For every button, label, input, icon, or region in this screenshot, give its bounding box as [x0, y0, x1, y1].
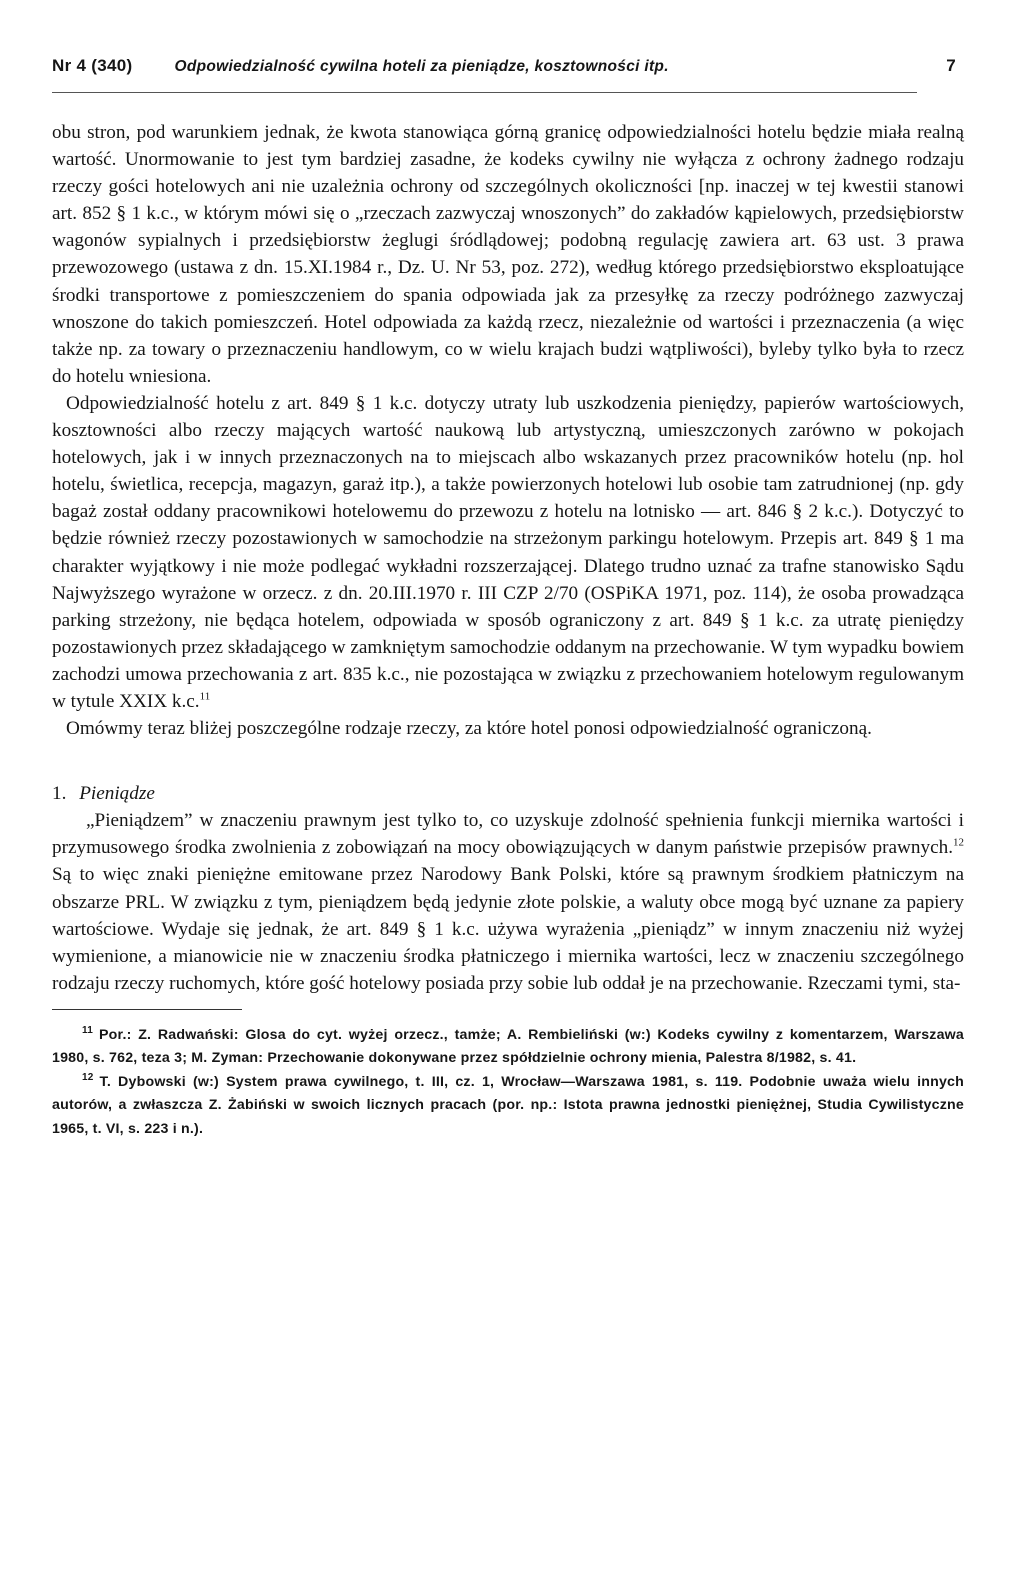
footnote-text: T. Dybowski (w:) System prawa cywilnego, t. III, cz. 1, Wrocław—Warszawa 1981, s. 119. Podobnie uważa wielu innych autorów, a zwłaszcza Z. Żabiński w swoich licznych pracach (por. np.: Istota prawna jednostki pieniężnej, Studia Cywilistyczne 1965, t. VI, s. 223 i n.). [52, 1073, 964, 1137]
section-heading [52, 780, 964, 807]
footnotes [52, 1024, 964, 1141]
section-title: Pieniądze [79, 783, 155, 805]
issue-number: Nr 4 (340) [52, 56, 133, 75]
page [52, 56, 964, 1141]
paragraph-2-text: Odpowiedzialność hotelu z art. 849 § 1 k.c. dotyczy utraty lub uszkodzenia pieniędzy, papierów wartościowych, kosztowności albo rzeczy mających wartość naukową lub artystyczną, umieszczonych zarówno w pokojach hotelowych, jak i w innych przeznaczonych na to miejscach albo wskazanych przez pracowników hotelu (np. hol hotelu, świetlica, recepcja, magazyn, garaż itp.), a także powierzonych hotelowi lub osobie tam zatrudnionej (np. gdy bagaż został oddany pracownikowi hotelowemu do przewozu z hotelu na lotnisko — art. 846 § 2 k.c.). Dotyczyć to będzie również rzeczy pozostawionych w samochodzie na strzeżonym parkingu hotelowym. Przepis art. 849 § 1 ma charakter wyjątkowy i nie może podlegać wykładni rozszerzającej. Dlatego trudno uznać za trafne stanowisko Sądu Najwyższego wyrażone w orzecz. z dn. 20.III.1970 r. III CZP 2/70 (OSPiKA 1971, poz. 114), że osoba prowadząca parking strzeżony, nie będąca hotelem, odpowiada w sposób ograniczony z art. 849 § 1 k.c. za utratę pieniędzy pozostawionych przez składającego w zamkniętym samochodzie oddanym na przechowanie. W tym wypadku bowiem zachodzi umowa przechowania z art. 835 k.c., nie pozostająca w związku z przechowaniem hotelowym regulowanym w tytule XXIX k.c. [52, 392, 965, 712]
footnote-ref-11: 11 [199, 690, 211, 703]
paragraph-2 [52, 390, 964, 715]
main-text [52, 119, 964, 997]
running-title: Odpowiedzialność cywilna hoteli za pieniądze, kosztowności itp. [174, 58, 669, 75]
footnote-mark: 11 [82, 1025, 93, 1037]
footnote-mark: 12 [82, 1071, 94, 1083]
page-number: 7 [946, 56, 956, 75]
section-number: 1. [52, 783, 67, 805]
section-paragraph [52, 807, 964, 997]
paragraph-1: obu stron, pod warunkiem jednak, że kwota stanowiąca górną granicę odpowiedzialności hotelu będzie miała realną wartość. Unormowanie to jest tym bardziej zasadne, że kodeks cywilny nie wyłącza z ochrony żadnego rodzaju rzeczy gości hotelowych ani nie uzależnia ochrony od szczególnych okoliczności [np. inaczej w tej kwestii stanowi art. 852 § 1 k.c., w którym mówi się o „rzeczach zazwyczaj wnoszonych” do zakładów kąpielowych, przedsiębiorstw wagonów sypialnych i przedsiębiorstw żeglugi śródlądowej; podobną regulację zawiera art. 63 ust. 3 prawa przewozowego (ustawa z dn. 15.XI.1984 r., Dz. U. Nr 53, poz. 272), według którego przedsiębiorstwo eksploatujące środki transportowe z pomieszczeniem do spania odpowiada jak za przesyłkę za rzeczy podróżnego zazwyczaj wnoszone do takich pomieszczeń. Hotel odpowiada za każdą rzecz, niezależnie od wartości i przeznaczenia (a więc także np. za towary o przeznaczeniu handlowym, co w wielu krajach budzi wątpliwości), byleby tylko była to rzecz do hotelu wniesiona. [52, 122, 964, 387]
paragraph-3: Omówmy teraz bliżej poszczególne rodzaje rzeczy, za które hotel ponosi odpowiedzialność ograniczoną. [66, 718, 872, 740]
section-paragraph-b: Są to więc znaki pieniężne emitowane przez Narodowy Bank Polski, które są prawnym środkiem płatniczym na obszarze PRL. W związku z tym, pieniądzem będą jedynie złote polskie, a waluty obce mogą być uznane za papiery wartościowe. Wydaje się jednak, że art. 849 § 1 k.c. używa wyrażenia „pieniądz” w innym znaczeniu niż wyżej wymienione, a mianowicie nie w znaczeniu środka płatniczego i miernika wartości, lecz w znaczeniu szczególnego rodzaju rzeczy ruchomych, które gość hotelowy posiada przy sobie lub oddał je na przechowanie. Rzeczami tymi, sta- [52, 864, 964, 994]
header-rule [52, 92, 917, 93]
section-paragraph-a: „Pieniądzem” w znaczeniu prawnym jest tylko to, co uzyskuje zdolność spełnienia funkcji miernika wartości i przymusowego środka zwolnienia z zobowiązań na mocy obowiązujących w danym państwie przepisów prawnych. [52, 810, 964, 859]
footnote-text: Por.: Z. Radwański: Glosa do cyt. wyżej orzecz., tamże; A. Rembieliński (w:) Kodeks cywilny z komentarzem, Warszawa 1980, s. 762, teza 3; M. Zyman: Przechowanie dokonywane przez spółdzielnie ochrony mienia, Palestra 8/1982, s. 41. [52, 1026, 964, 1067]
footnote-ref-12: 12 [953, 836, 964, 849]
footnote-11 [52, 1024, 964, 1071]
footnote-12 [52, 1071, 964, 1141]
footnote-rule [52, 1009, 242, 1010]
running-header [52, 56, 964, 76]
